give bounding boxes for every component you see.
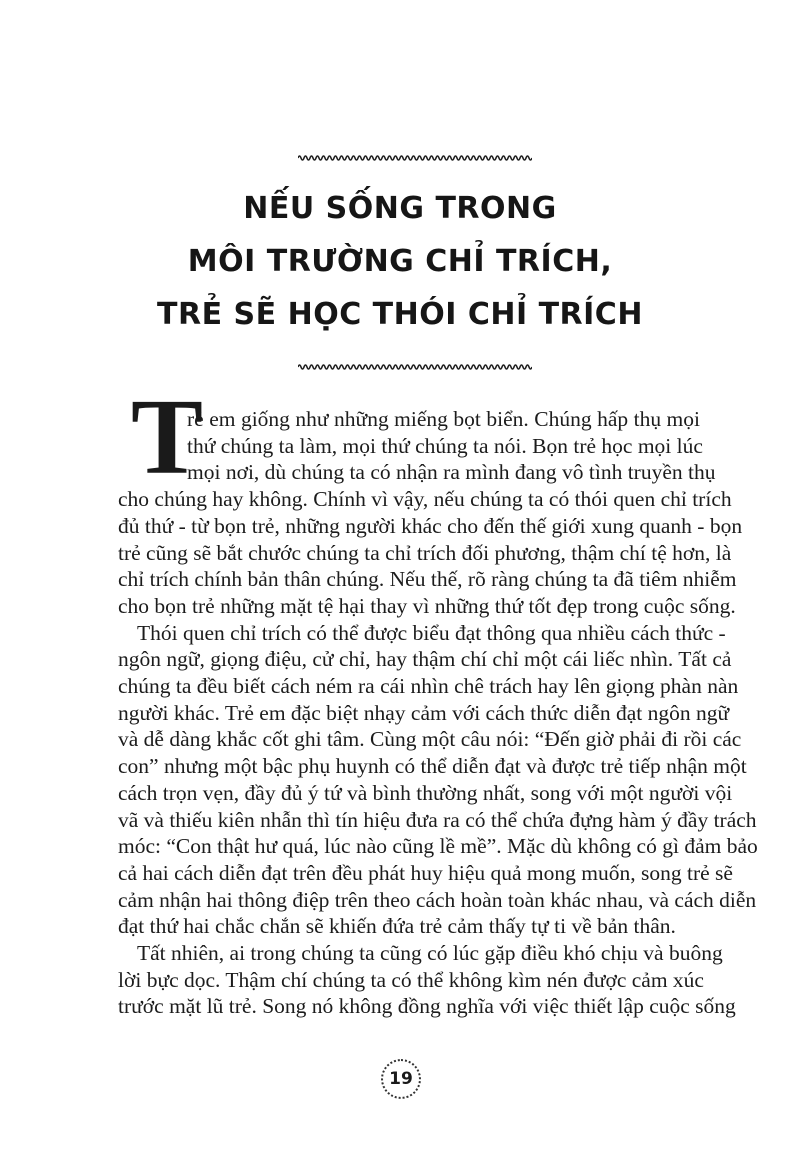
body-line: con” nhưng một bậc phụ huynh có thể diễn đạt và được trẻ tiếp nhận một	[118, 754, 747, 779]
body-line: cách trọn vẹn, đầy đủ ý tứ và bình thường nhất, song với một người vội	[118, 780, 733, 805]
body-line: trẻ cũng sẽ bắt chước chúng ta chỉ trích đối phương, thậm chí tệ hơn, là	[118, 540, 732, 565]
body-line: lời bực dọc. Thậm chí chúng ta có thể không kìm nén được cảm xúc	[118, 967, 704, 992]
body-line: móc: “Con thật hư quá, lúc nào cũng lề mề”. Mặc dù không có gì đảm bảo	[118, 834, 758, 859]
body-line: ngôn ngữ, giọng điệu, cử chỉ, hay thậm chí chỉ một cái liếc nhìn. Tất cả	[118, 647, 732, 672]
title-line-2: MÔI TRƯỜNG CHỈ TRÍCH,	[187, 244, 613, 279]
body-line: Tất nhiên, ai trong chúng ta cũng có lúc gặp điều khó chịu và buông	[137, 941, 723, 965]
body-line: trước mặt lũ trẻ. Song nó không đồng nghĩa với việc thiết lập cuộc sống	[118, 994, 736, 1019]
body-line: thứ chúng ta làm, mọi thứ chúng ta nói. Bọn trẻ học mọi lúc	[187, 433, 703, 458]
body-line: vã và thiếu kiên nhẫn thì tín hiệu đưa ra có thể chứa đựng hàm ý đầy trách	[118, 807, 757, 832]
body-line: chỉ trích chính bản thân chúng. Nếu thế, rõ ràng chúng ta đã tiêm nhiễm	[118, 567, 737, 592]
body-line: cảm nhận hai thông điệp trên theo cách hoàn toàn khác nhau, và cách diễn	[118, 887, 757, 912]
body-line: mọi nơi, dù chúng ta có nhận ra mình đang vô tình truyền thụ	[187, 460, 716, 485]
body-line: cả hai cách diễn đạt trên đều phát huy hiệu quả mong muốn, song trẻ sẽ	[118, 860, 733, 885]
body-line: người khác. Trẻ em đặc biệt nhạy cảm với cách thức diễn đạt ngôn ngữ	[118, 700, 730, 725]
page-number: 19	[381, 1059, 421, 1099]
title-line-3: TRẺ SẼ HỌC THÓI CHỈ TRÍCH	[157, 297, 643, 332]
top-wave-divider	[298, 153, 532, 163]
body-line: rẻ em giống như những miếng bọt biển. Chúng hấp thụ mọi	[187, 407, 700, 431]
body-line: chúng ta đều biết cách ném ra cái nhìn chê trách hay lên giọng phàn nàn	[118, 674, 739, 698]
body-line: đạt thứ hai chắc chắn sẽ khiến đứa trẻ cảm thấy tự ti về bản thân.	[118, 914, 676, 939]
body-line: cho bọn trẻ những mặt tệ hại thay vì những thứ tốt đẹp trong cuộc sống.	[118, 593, 736, 618]
body-line: và dễ dàng khắc cốt ghi tâm. Cùng một câu nói: “Đến giờ phải đi rồi các	[118, 727, 742, 752]
body-line: cho chúng hay không. Chính vì vậy, nếu chúng ta có thói quen chỉ trích	[118, 487, 732, 512]
title-line-1: NẾU SỐNG TRONG	[243, 191, 557, 226]
bottom-wave-divider	[298, 362, 532, 372]
drop-cap: T	[131, 378, 204, 497]
body-line: đủ thứ - từ bọn trẻ, những người khác cho đến thế giới xung quanh - bọn	[118, 513, 743, 538]
body-line: Thói quen chỉ trích có thể được biểu đạt thông qua nhiều cách thức -	[137, 620, 726, 645]
